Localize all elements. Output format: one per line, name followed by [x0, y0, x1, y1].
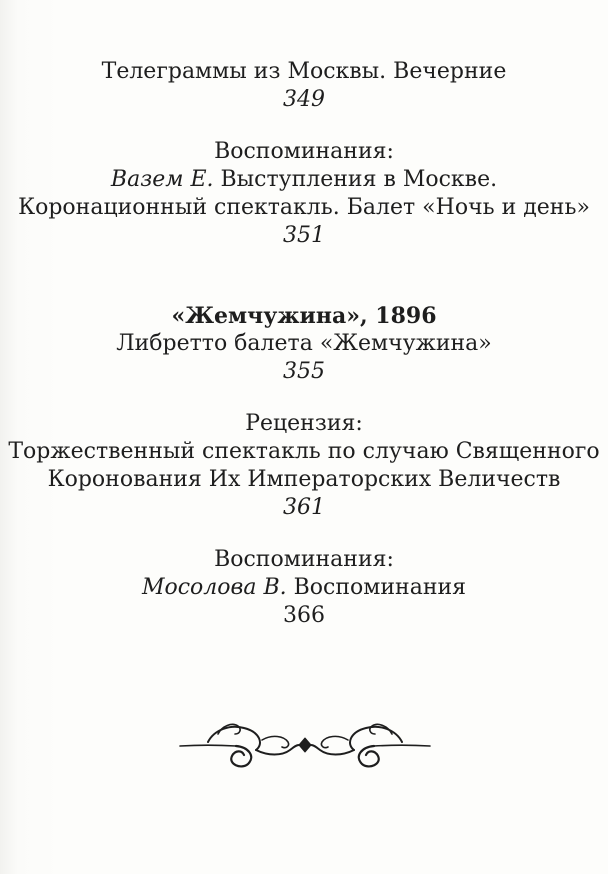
entry-title-line: Торжественный спектакль по случаю Священного: [8, 439, 600, 464]
page-number: 361: [283, 495, 325, 520]
entry-title: Телеграммы из Москвы. Вечерние: [101, 59, 507, 84]
entry-title: Либретто балета «Жемчужина»: [116, 331, 492, 356]
toc-entry: [0, 546, 608, 630]
entry-heading: Рецензия:: [245, 411, 363, 436]
author-name: Мосолова В.: [141, 575, 287, 600]
page-number: 351: [283, 223, 325, 248]
page-number: 355: [283, 359, 325, 384]
entry-title: Воспоминания: [286, 575, 467, 600]
toc-entry: [0, 302, 608, 386]
section-title: «Жемчужина», 1896: [171, 303, 437, 329]
entry-title-line: Коронования Их Императорских Величеств: [47, 467, 561, 492]
entry-heading: Воспоминания:: [214, 139, 394, 164]
page-number: 366: [283, 603, 325, 628]
entry-heading: Воспоминания:: [214, 547, 394, 572]
toc-entry: [0, 138, 608, 250]
entry-title-line: [0, 166, 608, 194]
toc-entry: [0, 58, 608, 114]
entry-title: Выступления в Москве.: [213, 167, 498, 192]
page-number: 349: [283, 87, 325, 112]
toc-entry: [0, 410, 608, 522]
flourish-ornament-icon: [178, 712, 432, 776]
author-name: Вазем Е.: [110, 167, 214, 192]
table-of-contents: [0, 58, 608, 630]
entry-title-line: Коронационный спектакль. Балет «Ночь и день»: [18, 195, 590, 220]
entry-title-line: [0, 574, 608, 602]
